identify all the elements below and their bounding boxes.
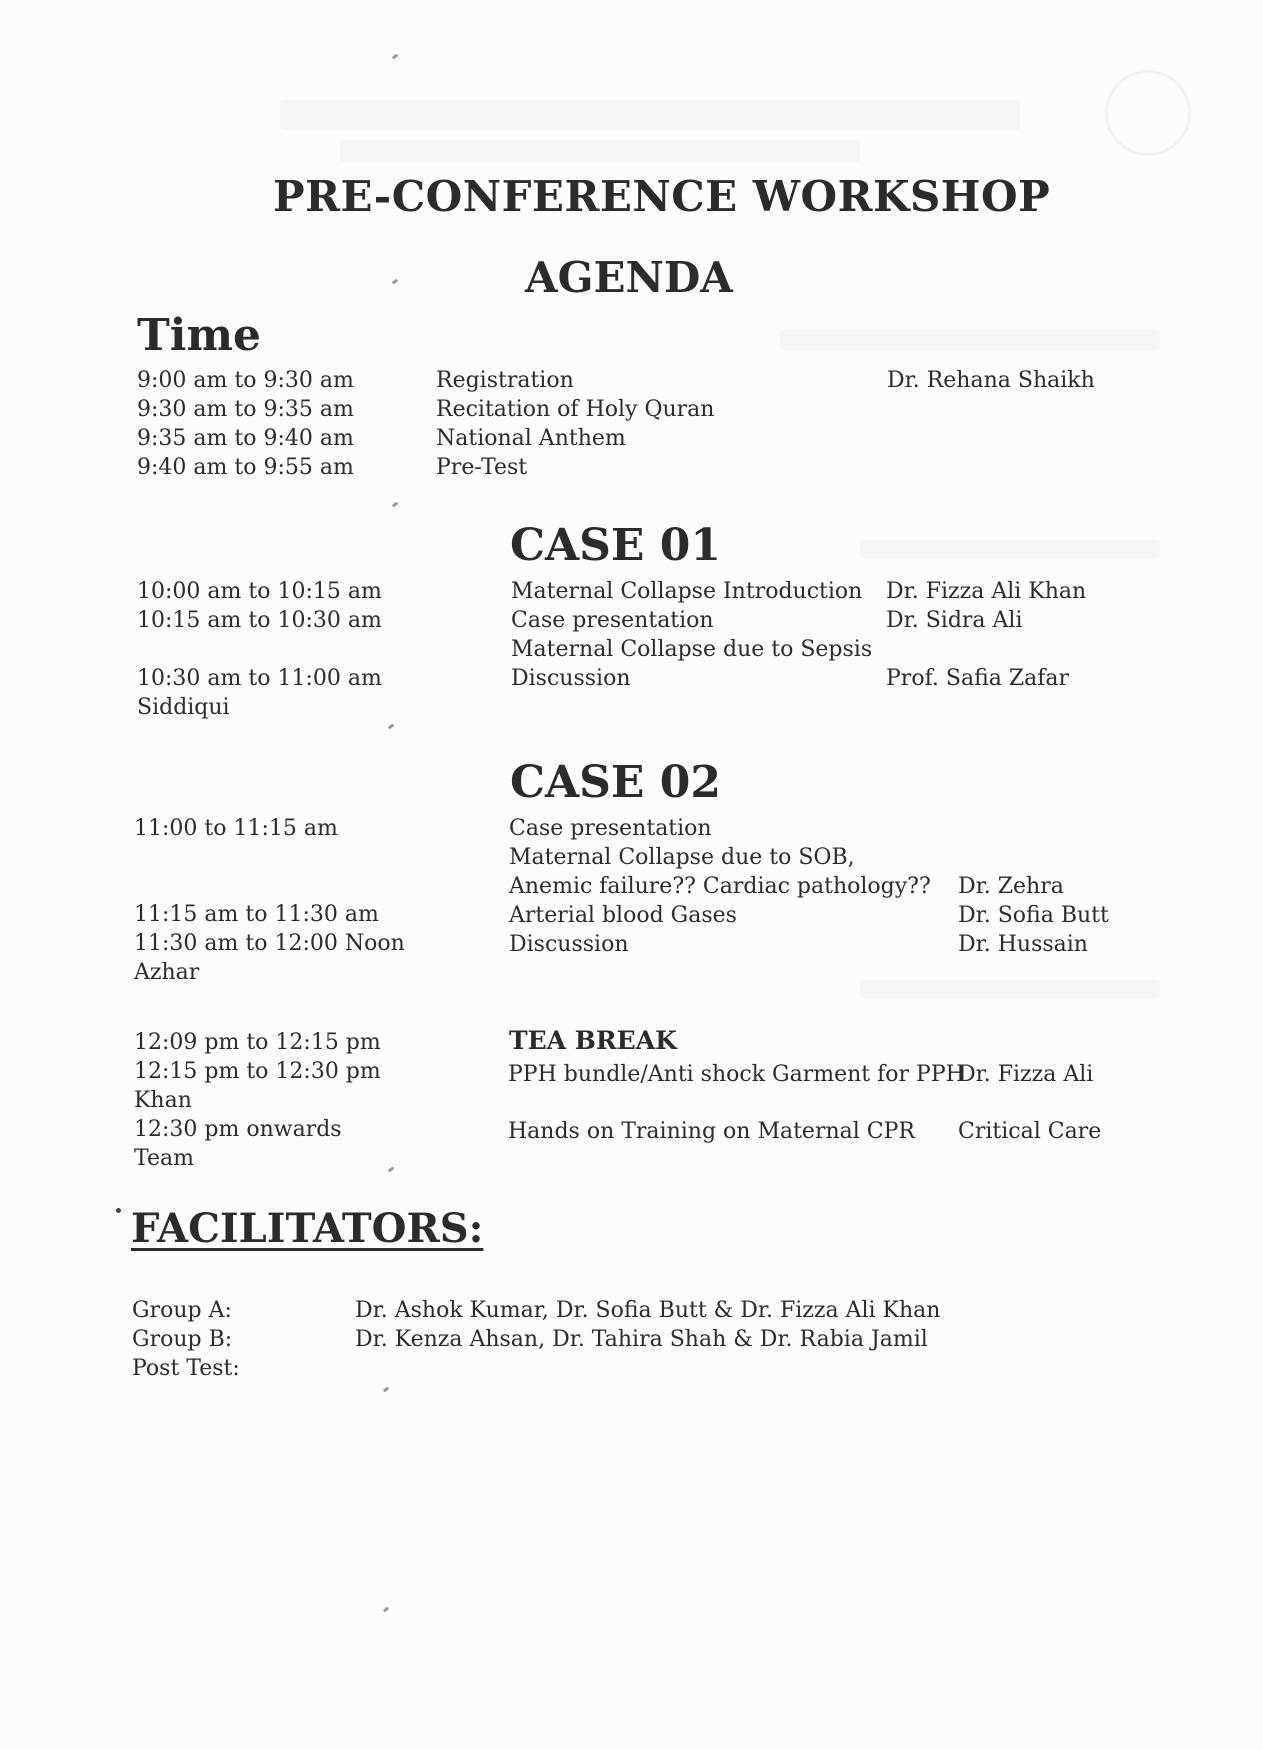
bleed-through-mark: [280, 100, 1020, 130]
closing-time-note: Team: [134, 1146, 194, 1171]
scan-speck: [115, 1207, 122, 1214]
time-heading: Time: [137, 310, 262, 361]
facilitators-heading: FACILITATORS:: [131, 1205, 484, 1252]
agenda-item: Anemic failure?? Cardiac pathology??: [509, 874, 931, 899]
case01-speaker: Dr. Fizza Ali Khan: [886, 579, 1087, 604]
scan-speck: [392, 54, 399, 60]
closing-item: PPH bundle/Anti shock Garment for PPH: [508, 1062, 965, 1087]
group-names: Dr. Ashok Kumar, Dr. Sofia Butt & Dr. Fizza Ali Khan: [355, 1298, 941, 1323]
case01-items: [511, 577, 872, 693]
scan-speck: [392, 279, 399, 285]
case01-speaker: Dr. Sidra Ali: [886, 608, 1023, 633]
group-label: Group B:: [132, 1327, 233, 1352]
opening-items: [436, 366, 714, 482]
scan-speck: [388, 724, 395, 730]
speaker: Dr. Hussain: [958, 932, 1088, 957]
scan-speck: [392, 502, 399, 508]
bleed-through-mark: [780, 330, 1160, 350]
group-label: Group A:: [132, 1298, 232, 1323]
case01-time-slot: 10:30 am to 11:00 am: [137, 666, 382, 691]
group-label: Post Test:: [132, 1356, 240, 1381]
closing-speaker: Critical Care: [958, 1119, 1102, 1144]
opening-speaker: Dr. Rehana Shaikh: [887, 368, 1095, 393]
time-slot: 9:35 am to 9:40 am: [137, 426, 354, 451]
agenda-item: Discussion: [511, 666, 631, 691]
scan-speck: [383, 1607, 390, 1613]
case01-heading: CASE 01: [510, 520, 722, 571]
case02-time-note: Azhar: [134, 960, 200, 985]
case02-heading: CASE 02: [510, 757, 722, 808]
tea-break-heading: TEA BREAK: [509, 1026, 677, 1055]
agenda-item: Maternal Collapse due to Sepsis: [511, 637, 873, 662]
speaker: Dr. Sofia Butt: [958, 903, 1109, 928]
agenda-item: Discussion: [509, 932, 629, 957]
bleed-through-mark: [860, 540, 1160, 558]
agenda-item: Registration: [436, 368, 574, 393]
time-slot: 9:00 am to 9:30 am: [137, 368, 354, 393]
case02-time-slot: 11:30 am to 12:00 Noon: [134, 931, 405, 956]
case01-time-note: Siddiqui: [137, 695, 230, 720]
case01-time-slot: 10:15 am to 10:30 am: [137, 608, 382, 633]
closing-time-slot: 12:09 pm to 12:15 pm: [134, 1030, 381, 1055]
case02-time-slot: 11:15 am to 11:30 am: [134, 902, 379, 927]
closing-time-note: Khan: [134, 1088, 192, 1113]
bleed-through-seal: [1105, 70, 1191, 156]
agenda-item: Case presentation: [509, 816, 712, 841]
case02-items: [509, 814, 931, 959]
time-slot: 9:30 am to 9:35 am: [137, 397, 354, 422]
time-slot: 9:40 am to 9:55 am: [137, 455, 354, 480]
closing-time-slot: 12:30 pm onwards: [134, 1117, 342, 1142]
closing-time-slot: 12:15 pm to 12:30 pm: [134, 1059, 381, 1084]
agenda-item: Maternal Collapse due to SOB,: [509, 845, 855, 870]
bleed-through-mark: [340, 140, 860, 162]
agenda-item: Pre-Test: [436, 455, 528, 480]
case01-speaker: Prof. Safia Zafar: [886, 666, 1070, 691]
case02-time-slot: 11:00 to 11:15 am: [134, 816, 338, 841]
closing-speaker: Dr. Fizza Ali: [958, 1062, 1094, 1087]
group-names: Dr. Kenza Ahsan, Dr. Tahira Shah & Dr. Rabia Jamil: [355, 1327, 928, 1352]
closing-item: Hands on Training on Maternal CPR: [508, 1119, 915, 1144]
agenda-item: Arterial blood Gases: [509, 903, 737, 928]
case01-time-slot: 10:00 am to 10:15 am: [137, 579, 382, 604]
agenda-heading: AGENDA: [525, 253, 733, 302]
opening-times: [137, 366, 354, 482]
agenda-item: Case presentation: [511, 608, 714, 633]
agenda-item: National Anthem: [436, 426, 626, 451]
speaker: Dr. Zehra: [958, 874, 1064, 899]
case02-speakers: [958, 872, 1109, 959]
agenda-item: Recitation of Holy Quran: [436, 397, 715, 422]
bleed-through-mark: [860, 980, 1160, 998]
page-title: PRE-CONFERENCE WORKSHOP: [273, 172, 1051, 221]
scan-speck: [383, 1387, 390, 1393]
scan-speck: [388, 1167, 395, 1173]
agenda-item: Maternal Collapse Introduction: [511, 579, 863, 604]
